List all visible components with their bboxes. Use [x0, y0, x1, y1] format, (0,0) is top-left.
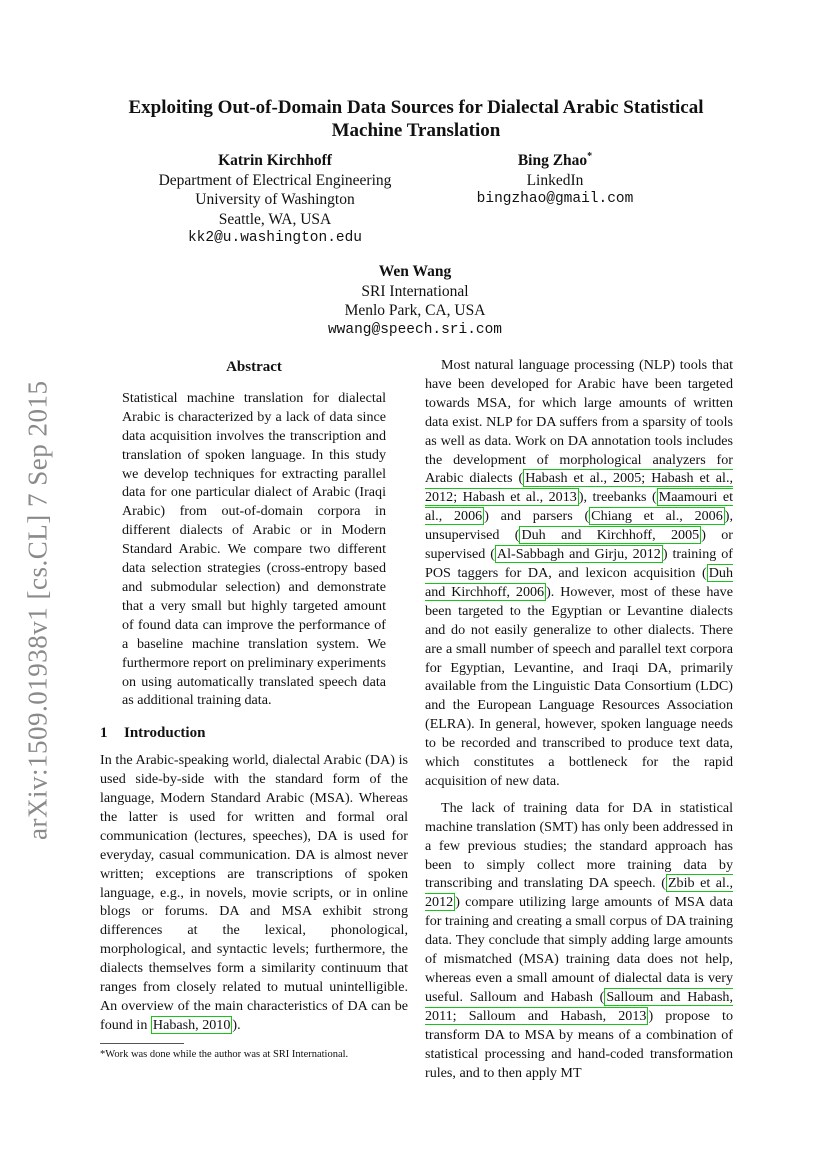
author-email: wwang@speech.sri.com	[327, 321, 503, 338]
paragraph-text: ), treebanks (	[578, 489, 657, 506]
intro-paragraph	[100, 751, 408, 1035]
body-paragraph	[425, 799, 733, 1083]
author-affiliation-line: SRI International	[361, 282, 469, 300]
section-title: Introduction	[124, 725, 206, 742]
footnote-rule	[100, 1043, 184, 1044]
abstract-text: Statistical machine translation for dialectal Arabic is characterized by a lack of data since data acquisition involves the transcription and translation of spoken language. In this study we develop techniques for extracting parallel data for one particular dialect of Arabic (Iraqi Arabic) from out-of-domain corpora in different dialects of Arabic or in Modern Standard Arabic. We compare two different data selection strategies (cross-entropy based and submodular selection) and demonstrate that a very small but highly targeted amount of found data can improve the performance of a baseline machine translation system. We furthermore report on preliminary experiments on using automatically translated speech data as additional training data.	[122, 389, 386, 709]
paragraph-text: ) compare utilizing large amounts of MSA data for training and creating a small corpus of DA training data. They conclude that simply adding large amounts of mismatched (MSA) training data does not help, whereas even a small amount of dialectal data is very useful. Salloum and Habash (	[425, 894, 733, 1005]
citation-link[interactable]: Zbib et al., 2012	[425, 875, 733, 911]
citation-link[interactable]: Habash et al., 2005; Habash et al., 2012; Habash et al., 2013	[425, 470, 733, 506]
citation-link[interactable]: Salloum and Habash, 2011; Salloum and Habash, 2013	[425, 988, 734, 1024]
citation-link[interactable]: Al-Sabbagh and Girju, 2012	[496, 546, 661, 563]
author-block	[270, 262, 560, 340]
citation-link[interactable]: Duh and Kirchhoff, 2005	[521, 527, 700, 544]
author-name: Katrin Kirchhoff	[218, 152, 332, 169]
paragraph-text: In the Arabic-speaking world, dialectal Arabic (DA) is used side-by-side with the standard form of the language, Modern Standard Arabic (MSA). Whereas the latter is used for written and formal oral communication (lectures, speeches), DA is used for everyday, casual communication. DA is almost never written; exceptions are transcriptions of spoken language, e.g., in novels, movie scripts, or in online blogs or forums. DA and MSA exhibit strong differences at the lexical, phonological, morphological, and syntactic levels; furthermore, the dialects themselves form a similarity continuum that ranges from closely related to mutual unintelligible. An overview of the main characteristics of DA can be found in	[100, 752, 408, 1033]
citation-link[interactable]: Duh and Kirchhoff, 2006	[425, 564, 733, 600]
paragraph-text: ).	[232, 1016, 241, 1033]
citation-link[interactable]: Habash, 2010	[152, 1016, 231, 1033]
left-column	[100, 356, 408, 1061]
paragraph-text: ). However, most of these have been targeted to the Egyptian or Levantine dialects and do not easily generalize to other dialects. There are a small number of speech and parallel text corpora for Egyptian, Levantine, and Iraqi DA, primarily available from the Linguistic Data Consortium (LDC) and the European Language Resources Association (ELRA). In general, however, spoken language needs to be recorded and transcribed to produce text data, which constitutes a bottleneck for the rapid acquisition of new data.	[425, 583, 733, 789]
author-name-row	[440, 151, 670, 171]
author-email: kk2@u.washington.edu	[187, 230, 363, 246]
author-block	[440, 151, 670, 210]
paragraph-text: ) and parsers (	[484, 508, 590, 525]
author-affiliation-line: Department of Electrical Engineering	[158, 171, 392, 189]
author-affiliation-line: Seattle, WA, USA	[218, 210, 332, 228]
paragraph-text: ), unsupervised (	[425, 508, 733, 544]
paragraph-text: ) or supervised (	[425, 527, 733, 563]
footnote-marker: *	[587, 150, 593, 162]
author-affiliation-line: University of Washington	[195, 191, 355, 208]
section-heading	[100, 724, 408, 743]
section-number: 1	[100, 725, 108, 742]
paper-title: Exploiting Out-of-Domain Data Sources for Dialectal Arabic Statistical Machine Translation	[128, 97, 704, 141]
author-affiliation-line: LinkedIn	[526, 171, 584, 189]
paragraph-text: ) propose to transform DA to MSA by means of a combination of statistical processing and hand-coded transformation rules, and to then apply MT	[425, 1007, 734, 1081]
author-name: Wen Wang	[378, 263, 452, 280]
paragraph-text: The lack of training data for DA in statistical machine translation (SMT) has only been addressed in a few previous studies; the standard approach has been to simply collect more training data by transcribing and translating DA speech. (	[425, 799, 733, 892]
arxiv-identifier: arXiv:1509.01938v1 [cs.CL] 7 Sep 2015	[22, 380, 53, 840]
author-name: Bing Zhao	[517, 152, 588, 169]
paragraph-text: ) training of POS taggers for DA, and lexicon acquisition (	[425, 546, 733, 581]
citation-link[interactable]: Chiang et al., 2006	[591, 508, 723, 525]
body-paragraph	[425, 356, 733, 791]
author-block	[130, 151, 420, 249]
author-affiliation-line: Menlo Park, CA, USA	[344, 302, 486, 319]
author-email: bingzhao@gmail.com	[476, 191, 634, 207]
abstract-heading: Abstract	[226, 359, 282, 375]
footnote: *Work was done while the author was at SRI International.	[100, 1048, 349, 1060]
paragraph-text: Most natural language processing (NLP) tools that have been developed for Arabic have been targeted towards MSA, for which large amounts of written data exist. NLP for DA suffers from a sparsity of tools as well as data. Work on DA annotation tools includes the development of morphological analyzers for Arabic dialects (	[425, 357, 733, 487]
citation-link[interactable]: Maamouri et al., 2006	[425, 489, 733, 525]
right-column	[425, 356, 733, 1082]
